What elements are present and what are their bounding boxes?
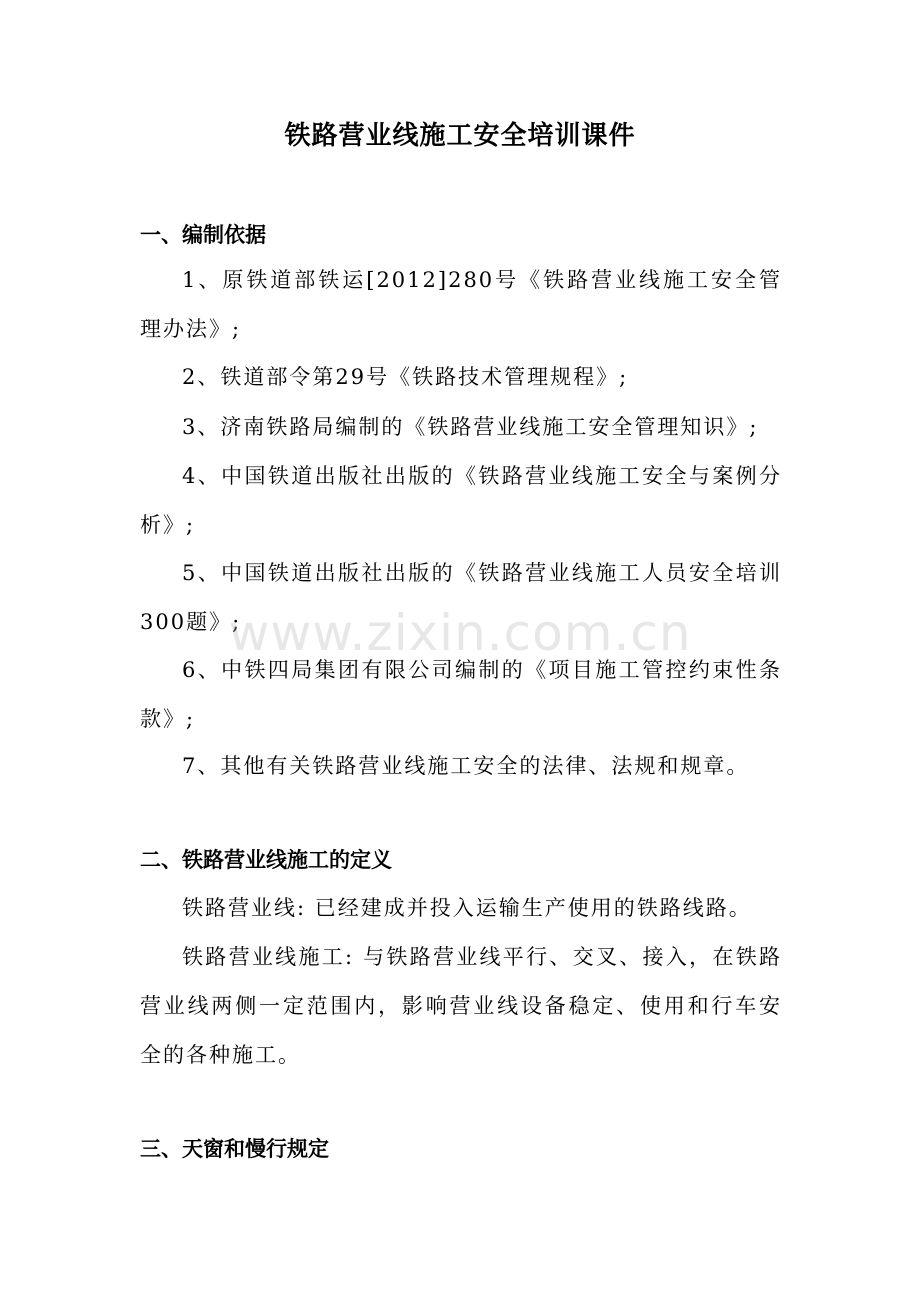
basis-item-6: 6、中铁四局集团有限公司编制的《项目施工管控约束性条款》;: [140, 658, 782, 731]
definition-operating-line: 铁路营业线: 已经建成并投入运输生产使用的铁路线路。: [182, 896, 752, 920]
section-heading-basis: 一、编制依据: [140, 223, 266, 247]
basis-item-4: 4、中国铁道出版社出版的《铁路营业线施工安全与案例分析》;: [140, 464, 782, 537]
basis-item-2: 2、铁道部令第29号《铁路技术管理规程》;: [182, 365, 629, 389]
basis-item-7: 7、其他有关铁路营业线施工安全的法律、法规和规章。: [182, 754, 750, 778]
watermark-text: www.zixin.com.cn: [228, 604, 692, 662]
basis-item-3: 3、济南铁路局编制的《铁路营业线施工安全管理知识》;: [182, 415, 759, 439]
section-heading-skylight: 三、天窗和慢行规定: [140, 1137, 329, 1161]
section-heading-definition: 二、铁路营业线施工的定义: [140, 848, 392, 872]
basis-item-1: 1、原铁道部铁运[2012]280号《铁路营业线施工安全管理办法》;: [140, 268, 782, 341]
document-title: 铁路营业线施工安全培训课件: [284, 121, 636, 151]
definition-construction: 铁路营业线施工: 与铁路营业线平行、交叉、接入，在铁路营业线两侧一定范围内，影响营业线设备稳定、使用和行车安全的各种施工。: [140, 945, 782, 1067]
basis-item-5: 5、中国铁道出版社出版的《铁路营业线施工人员安全培训300题》;: [140, 561, 782, 634]
